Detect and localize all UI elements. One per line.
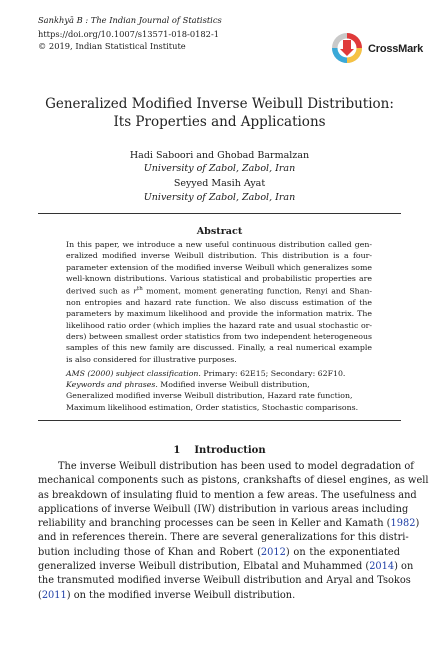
abstract-line: ders) between smallest order statistics from two independent heterogeneous	[66, 331, 372, 341]
abstract-line-moment: derived such as $r^{th}$ moment, moment generating function, Renyi and Shan-	[66, 286, 372, 296]
classification-keywords	[66, 368, 386, 413]
abstract-line: well-known distributions. Various statistical and probabilistic properties are	[66, 273, 372, 283]
affiliation-2: University of Zabol, Zabol, Iran	[143, 192, 296, 203]
abstract-line: parameters by maximum likelihood and provide the information matrix. The	[66, 309, 372, 319]
citation-link[interactable]: 2011	[41, 589, 67, 601]
intro-line: and in references therein. There are several generalizations for this distri-	[38, 532, 409, 544]
abstract-line: likelihood ratio order (which implies the hazard rate and usual stochastic or-	[66, 320, 372, 330]
paper-title-line2: Its Properties and Applications	[113, 114, 326, 130]
citation-link[interactable]: 2014	[369, 561, 395, 573]
copyright-line: © 2019, Indian Statistical Institute	[38, 41, 186, 51]
affiliation-1: University of Zabol, Zabol, Iran	[143, 163, 296, 174]
abstract-heading: Abstract	[196, 226, 243, 237]
intro-line: applications of inverse Weibull (IW) distribution in various areas including	[38, 503, 409, 515]
intro-line: The inverse Weibull distribution has been used to model degradation of	[58, 461, 414, 472]
abstract-bottom-rule	[38, 420, 401, 421]
section-title: Introduction	[194, 445, 266, 456]
citation-link[interactable]: 2012	[260, 546, 286, 558]
abstract-line: non entropies and hazard rate function. We also discuss estimation of the	[66, 298, 372, 308]
intro-line: (2011) on the modified inverse Weibull distribution.	[38, 589, 296, 601]
abstract-line: is also considered for illustrative purposes.	[66, 354, 237, 364]
abstract-line: In this paper, we introduce a new useful continuous distribution called gen-	[66, 240, 372, 249]
doi-link[interactable]: https://doi.org/10.1007/s13571-018-0182-1	[38, 29, 220, 39]
abstract-line: parameter extension of the modified inverse Weibull which generalizes some	[66, 262, 372, 272]
authors-line1: Hadi Saboori and Ghobad Barmalzan	[129, 150, 310, 161]
intro-paragraph	[38, 460, 429, 603]
citation-link[interactable]: 1982	[390, 518, 416, 530]
intro-line: as breakdown of insulating fluid to mention a few areas. The usefulness and	[38, 489, 417, 501]
crossmark-label: CrossMark	[368, 43, 424, 55]
section-heading	[0, 445, 439, 456]
section-number: 1	[173, 445, 181, 456]
intro-line: mechanical components such as pistons, crankshafts of diesel engines, as well	[38, 475, 429, 487]
intro-line: reliability and branching processes can be seen in Keller and Kamath (1982)	[38, 518, 420, 530]
keywords-line: Maximum likelihood estimation, Order statistics, Stochastic comparisons.	[66, 402, 359, 412]
intro-line: the transmuted modified inverse Weibull distribution and Aryal and Tsokos	[38, 575, 411, 587]
authors-line2: Seyyed Masih Ayat	[173, 178, 266, 189]
abstract-top-rule	[38, 213, 401, 214]
keywords-line: Keywords and phrases. Modified inverse Weibull distribution,	[66, 380, 310, 390]
crossmark-icon	[328, 28, 372, 68]
keywords-line: Generalized modified inverse Weibull distribution, Hazard rate function,	[66, 391, 353, 401]
intro-line: generalized inverse Weibull distribution, Elbatal and Muhammed (2014) on	[38, 561, 414, 573]
abstract-line: eralized modified inverse Weibull distribution. This distribution is a four-	[66, 251, 372, 261]
ams-classification: AMS (2000) subject classification. Primary: 62E15; Secondary: 62F10.	[66, 369, 346, 378]
abstract-line: samples of this new family are discussed. Finally, a real numerical example	[66, 343, 372, 353]
crossmark-badge[interactable]	[328, 28, 432, 68]
intro-line: bution including those of Khan and Robert (2012) on the exponentiated	[38, 546, 400, 558]
abstract-body	[66, 239, 372, 365]
paper-title-line1: Generalized Modified Inverse Weibull Distribution:	[45, 96, 394, 112]
journal-name: Sankhyā B : The Indian Journal of Statistics	[38, 15, 222, 25]
